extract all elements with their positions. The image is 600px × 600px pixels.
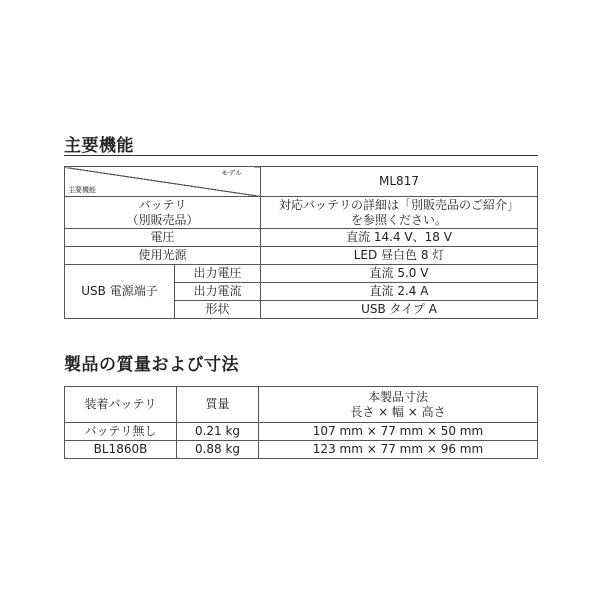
feature-header-label: 主要機能 xyxy=(68,186,96,194)
usb-output-current-label: 出力電流 xyxy=(175,283,261,301)
light-source-label: 使用光源 xyxy=(65,247,261,265)
mass-dimensions-table xyxy=(64,386,538,459)
battery-label-line1: バッテリ xyxy=(138,197,187,212)
usb-terminal-label: USB 電源端子 xyxy=(65,265,175,319)
row-battery: BL1860B xyxy=(65,441,177,459)
battery-value-line1: 対応バッテリの詳細は「別販売品のご紹介」 xyxy=(278,197,519,212)
light-source-value: LED 昼白色 8 灯 xyxy=(261,247,538,265)
battery-label xyxy=(65,197,261,229)
battery-label-line2: （別販売品） xyxy=(126,212,199,227)
header-mass: 質量 xyxy=(177,387,259,423)
features-section-title: 主要機能 xyxy=(64,136,134,156)
table-row xyxy=(65,441,538,459)
row-dimensions: 107 mm × 77 mm × 50 mm xyxy=(259,423,538,441)
usb-output-current-value: 直流 2.4 A xyxy=(261,283,538,301)
voltage-label: 電圧 xyxy=(65,229,261,247)
header-battery: 装着バッテリ xyxy=(65,387,177,423)
usb-shape-label: 形状 xyxy=(175,301,261,319)
voltage-value: 直流 14.4 V、18 V xyxy=(261,229,538,247)
row-battery: バッテリ無し xyxy=(65,423,177,441)
usb-shape-value: USB タイプ A xyxy=(261,301,538,319)
header-dimensions-line1: 本製品寸法 xyxy=(367,389,428,404)
model-header-label: モデル xyxy=(221,169,242,177)
usb-output-voltage-value: 直流 5.0 V xyxy=(261,265,538,283)
features-table xyxy=(64,166,538,319)
row-mass: 0.21 kg xyxy=(177,423,259,441)
header-diagonal-cell xyxy=(65,167,261,197)
battery-value xyxy=(261,197,538,229)
battery-value-line2: を参照ください。 xyxy=(350,212,447,227)
usb-output-voltage-label: 出力電圧 xyxy=(175,265,261,283)
features-title-rule xyxy=(64,155,538,156)
row-dimensions: 123 mm × 77 mm × 96 mm xyxy=(259,441,538,459)
header-dimensions xyxy=(259,387,538,423)
mass-section-title: 製品の質量および寸法 xyxy=(64,355,239,375)
header-dimensions-line2: 長さ × 幅 × 高さ xyxy=(350,404,446,419)
row-mass: 0.88 kg xyxy=(177,441,259,459)
model-name: ML817 xyxy=(261,167,538,197)
table-row xyxy=(65,423,538,441)
